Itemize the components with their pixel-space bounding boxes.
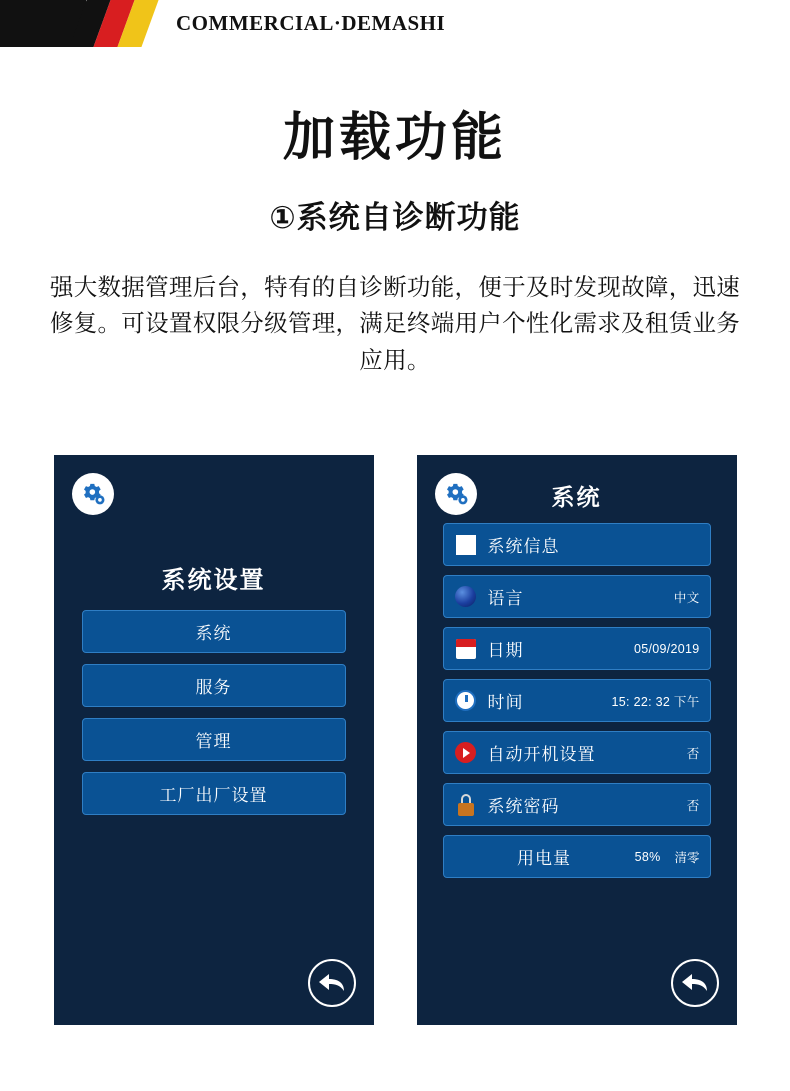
row-language[interactable]: [443, 575, 711, 618]
brand-wrap: [150, 0, 790, 47]
description-paragraph: 强大数据管理后台，特有的自诊断功能，便于及时发现故障，迅速修复。可设置权限分级管理，满足终端用户个性化需求及租赁业务应用。: [49, 274, 741, 373]
menu-item-label: 服务: [195, 678, 232, 697]
flag-stripes-icon: [69, 0, 158, 47]
settings-menu-list: [82, 610, 346, 815]
panel-title: 系统: [551, 484, 602, 510]
power-usage-reset-button[interactable]: 清零: [674, 850, 700, 865]
page-title: 加载功能: [282, 109, 507, 167]
menu-item-service[interactable]: [82, 664, 346, 707]
gear-icon[interactable]: [72, 473, 114, 515]
row-value: 中文: [673, 590, 700, 605]
row-value: 15: 22: 32 下午: [611, 694, 700, 709]
page-subtitle: ①系统自诊断功能: [269, 200, 521, 235]
row-power-usage[interactable]: [443, 835, 711, 878]
row-system-info[interactable]: [443, 523, 711, 566]
row-label: 系统信息: [487, 537, 560, 556]
calendar-icon: [454, 637, 478, 661]
screenshot-panels: [0, 455, 790, 1025]
row-label: 语言: [487, 589, 524, 608]
row-value: 05/09/2019: [633, 641, 700, 656]
power-icon: [454, 741, 478, 765]
clock-icon: [454, 689, 478, 713]
site-header: [0, 0, 790, 47]
menu-item-system[interactable]: [82, 610, 346, 653]
settings-heading: 系统设置: [161, 567, 266, 594]
menu-item-label: 管理: [195, 732, 232, 751]
menu-item-label: 工厂出厂设置: [159, 786, 268, 805]
menu-item-factory-reset[interactable]: [82, 772, 346, 815]
row-label: 自动开机设置: [487, 745, 596, 764]
panel-settings-menu: [54, 455, 374, 1025]
row-label: 日期: [487, 641, 524, 660]
row-value: 否: [686, 746, 700, 761]
row-label: 时间: [487, 693, 524, 712]
row-date[interactable]: [443, 627, 711, 670]
panel-system-settings: [417, 455, 737, 1025]
row-auto-power-on[interactable]: [443, 731, 711, 774]
menu-item-management[interactable]: [82, 718, 346, 761]
row-value: 否: [686, 798, 700, 813]
row-label: 系统密码: [487, 797, 560, 816]
back-arrow-icon[interactable]: [671, 959, 719, 1007]
menu-item-label: 系统: [195, 624, 232, 643]
lock-icon: [454, 793, 478, 817]
brand-name: COMMERCIAL·DEMASHI: [176, 11, 446, 35]
white-square-icon: [454, 533, 478, 557]
system-settings-list: [443, 523, 711, 878]
power-usage-value: 58%: [634, 849, 661, 864]
row-label: 用电量: [517, 849, 572, 868]
row-system-password[interactable]: [443, 783, 711, 826]
row-time[interactable]: [443, 679, 711, 722]
back-arrow-icon[interactable]: [308, 959, 356, 1007]
globe-icon: [454, 585, 478, 609]
